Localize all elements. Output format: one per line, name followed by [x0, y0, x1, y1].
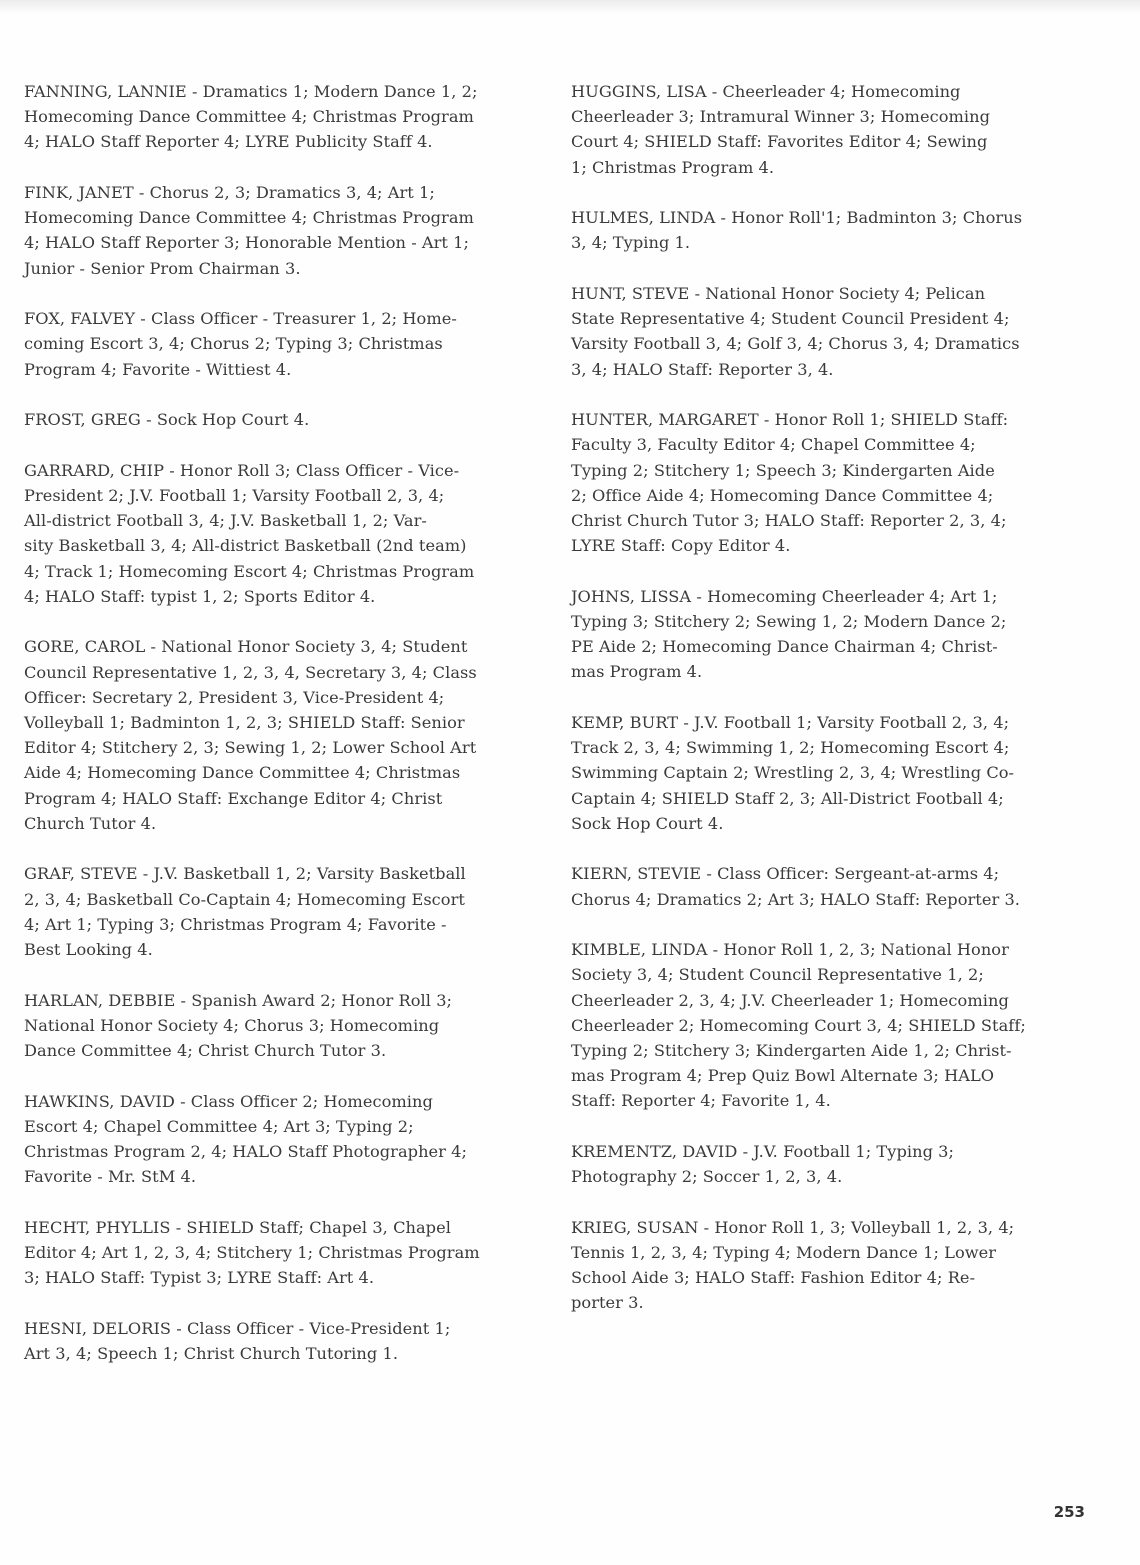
senior-entry: KRIEG, SUSAN - Honor Roll 1, 3; Volleyball 1, 2, 3, 4; Tennis 1, 2, 3, 4; Typing 4; Modern Dance 1; Lower School Aide 3; HALO Staff: Fashion Editor 4; Re- porter 3. — [571, 1217, 1015, 1313]
senior-entry: FANNING, LANNIE - Dramatics 1; Modern Dance 1, 2; Homecoming Dance Committee 4; Christmas Program 4; HALO Staff Reporter 4; LYRE Publicity Staff 4. — [24, 82, 478, 152]
senior-entry: KIMBLE, LINDA - Honor Roll 1, 2, 3; National Honor Society 3, 4; Student Council Representative 1, 2; Cheerleader 2, 3, 4; J.V. Cheerleader 1; Homecoming Cheerleader 2; Homecoming Court 3, 4; SHIELD Staff; Typing 2; Stitchery 3; Kindergarten Aide 1, 2; Christ- mas Program 4; Prep Quiz Bowl Alternate 3; HALO Staff: Reporter 4; Favorite 1, 4. — [571, 940, 1026, 1111]
senior-entry: HESNI, DELORIS - Class Officer - Vice-President 1; Art 3, 4; Speech 1; Christ Church Tutoring 1. — [24, 1318, 451, 1364]
senior-entry: HARLAN, DEBBIE - Spanish Award 2; Honor Roll 3; National Honor Society 4; Chorus 3; Homecoming Dance Committee 4; Christ Church Tutor 3. — [24, 990, 453, 1061]
senior-entry: HUNTER, MARGARET - Honor Roll 1; SHIELD Staff: Faculty 3, Faculty Editor 4; Chapel Committee 4; Typing 2; Stitchery 1; Speech 3; Kindergarten Aide 2; Office Aide 4; Homecoming Dance Committee 4; Christ Church Tutor 3; HALO Staff: Reporter 2, 3, 4; LYRE Staff: Copy Editor 4. — [571, 410, 1009, 556]
senior-entry: JOHNS, LISSA - Homecoming Cheerleader 4; Art 1; Typing 3; Stitchery 2; Sewing 1, 2; Modern Dance 2; PE Aide 2; Homecoming Dance Chairman 4; Christ- mas Program 4. — [571, 586, 1007, 682]
senior-entry: HUGGINS, LISA - Cheerleader 4; Homecoming Cheerleader 3; Intramural Winner 3; Homecoming Court 4; SHIELD Staff: Favorites Editor 4; Sewing 1; Christmas Program 4. — [571, 82, 991, 177]
senior-entry: FINK, JANET - Chorus 2, 3; Dramatics 3, 4; Art 1; Homecoming Dance Committee 4; Christmas Program 4; HALO Staff Reporter 3; Honorable Mention - Art 1; Junior - Senior Prom Chairman 3. — [24, 183, 474, 278]
page-number: 253 — [1053, 1503, 1085, 1521]
left-column — [24, 79, 524, 1392]
senior-entry: FOX, FALVEY - Class Officer - Treasurer 1, 2; Home- coming Escort 3, 4; Chorus 2; Typing 3; Christmas Program 4; Favorite - Wittiest 4. — [24, 309, 457, 379]
right-column — [571, 79, 1071, 1341]
senior-entry: KEMP, BURT - J.V. Football 1; Varsity Football 2, 3, 4; Track 2, 3, 4; Swimming 1, 2; Homecoming Escort 4; Swimming Captain 2; Wrestling 2, 3, 4; Wrestling Co- Captain 4; SHIELD Staff 2, 3; All-District Football 4; Sock Hop Court 4. — [571, 713, 1015, 833]
senior-entry: HECHT, PHYLLIS - SHIELD Staff; Chapel 3, Chapel Editor 4; Art 1, 2, 3, 4; Stitchery 1; Christmas Program 3; HALO Staff: Typist 3; LYRE Staff: Art 4. — [24, 1217, 480, 1288]
senior-entry: GRAF, STEVE - J.V. Basketball 1, 2; Varsity Basketball 2, 3, 4; Basketball Co-Captain 4; Homecoming Escort 4; Art 1; Typing 3; Christmas Program 4; Favorite - Best Looking 4. — [24, 864, 466, 960]
senior-entry: KIERN, STEVIE - Class Officer: Sergeant-at-arms 4; Chorus 4; Dramatics 2; Art 3; HALO Staff: Reporter 3. — [571, 864, 1020, 909]
senior-entry: FROST, GREG - Sock Hop Court 4. — [24, 410, 310, 430]
senior-entry: KREMENTZ, DAVID - J.V. Football 1; Typing 3; Photography 2; Soccer 1, 2, 3, 4. — [571, 1142, 955, 1187]
senior-entry: GARRARD, CHIP - Honor Roll 3; Class Officer - Vice- President 2; J.V. Football 1; Varsity Football 2, 3, 4; All-district Football 3, 4; J.V. Basketball 1, 2; Var- sity Basketball 3, 4; All-district Basketball (2nd team) 4; Track 1; Homecoming Escort 4; Christmas Program 4; HALO Staff: typist 1, 2; Sports Editor 4. — [24, 460, 475, 606]
senior-entry: HAWKINS, DAVID - Class Officer 2; Homecoming Escort 4; Chapel Committee 4; Art 3; Typing 2; Christmas Program 2, 4; HALO Staff Photographer 4; Favorite - Mr. StM 4. — [24, 1091, 468, 1187]
senior-entry: HUNT, STEVE - National Honor Society 4; Pelican State Representative 4; Student Council President 4; Varsity Football 3, 4; Golf 3, 4; Chorus 3, 4; Dramatics 3, 4; HALO Staff: Reporter 3, 4. — [571, 284, 1020, 379]
senior-entry: HULMES, LINDA - Honor Roll'1; Badminton 3; Chorus 3, 4; Typing 1. — [571, 208, 1023, 253]
senior-entry: GORE, CAROL - National Honor Society 3, 4; Student Council Representative 1, 2, 3, 4, Secretary 3, 4; Class Officer: Secretary 2, President 3, Vice-President 4; Volleyball 1; Badminton 1, 2, 3; SHIELD Staff: Senior Editor 4; Stitchery 2, 3; Sewing 1, 2; Lower School Art Aide 4; Homecoming Dance Committee 4; Christmas Program 4; HALO Staff: Exchange Editor 4; Christ Church Tutor 4. — [24, 637, 477, 833]
